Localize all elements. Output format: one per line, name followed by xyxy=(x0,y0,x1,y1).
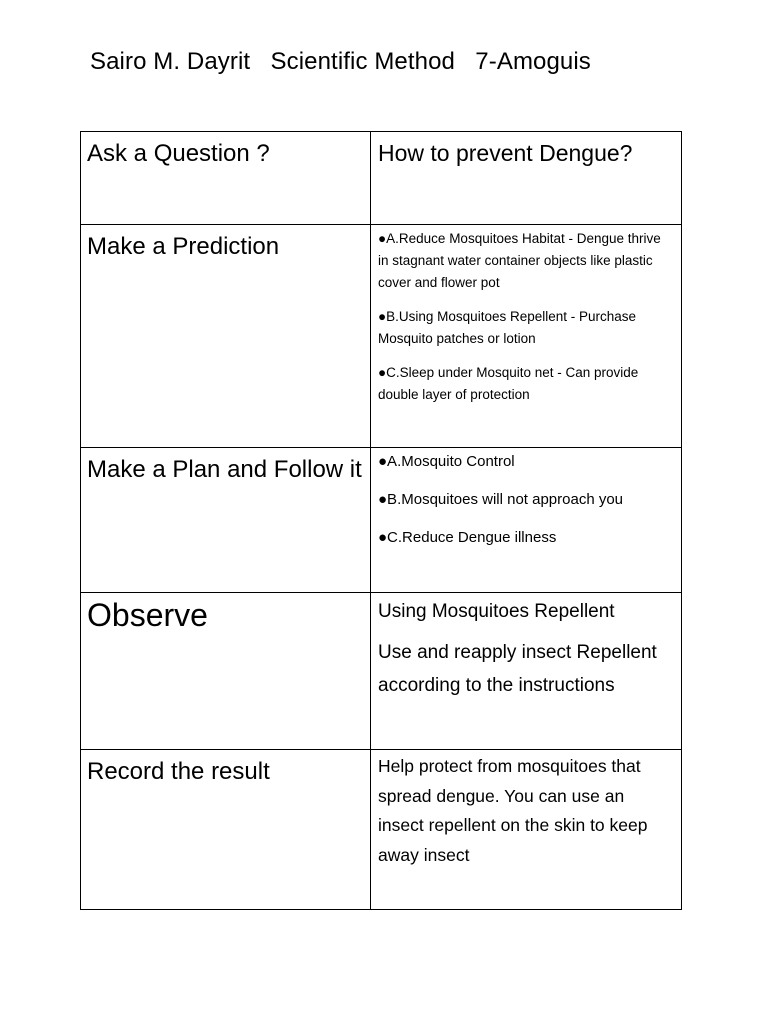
table-row xyxy=(81,448,682,593)
prediction-list xyxy=(371,225,681,406)
document-header xyxy=(90,48,591,76)
content-cell xyxy=(371,132,682,225)
list-item: ●B.Mosquitoes will not approach you xyxy=(378,491,624,508)
table-row xyxy=(81,750,682,910)
list-item: ●B.Using Mosquitoes Repellent - Purchase Mosquito patches or lotion xyxy=(378,309,637,346)
step-cell xyxy=(81,132,371,225)
step-label-record-result: Record the result xyxy=(87,758,270,785)
table-row xyxy=(81,225,682,448)
list-item: ●C.Sleep under Mosquito net - Can provide double layer of protection xyxy=(378,365,639,402)
step-label-make-plan: Make a Plan and Follow it xyxy=(87,456,362,483)
content-cell xyxy=(371,593,682,750)
step-cell xyxy=(81,448,371,593)
question-text: How to prevent Dengue? xyxy=(378,140,633,166)
plan-list xyxy=(371,448,681,549)
step-cell xyxy=(81,225,371,448)
list-item: ●C.Reduce Dengue illness xyxy=(378,529,557,546)
student-name: Sairo M. Dayrit xyxy=(90,48,251,75)
scientific-method-table xyxy=(80,131,682,910)
list-item: Using Mosquitoes Repellent xyxy=(378,601,615,622)
step-label-observe: Observe xyxy=(87,597,208,633)
step-label-make-prediction: Make a Prediction xyxy=(87,233,280,260)
content-cell xyxy=(371,448,682,593)
observe-text xyxy=(371,593,681,702)
content-cell xyxy=(371,225,682,448)
table-row xyxy=(81,132,682,225)
list-item: Use and reapply insect Repellent according to the instructions xyxy=(378,642,657,696)
step-cell xyxy=(81,750,371,910)
subject-title: Scientific Method xyxy=(270,48,455,75)
section-label: 7-Amoguis xyxy=(475,48,591,75)
step-label-ask-question: Ask a Question ? xyxy=(87,140,270,167)
content-cell xyxy=(371,750,682,910)
step-cell xyxy=(81,593,371,750)
list-item: ●A.Mosquito Control xyxy=(378,453,515,470)
list-item: ●A.Reduce Mosquitoes Habitat - Dengue thrive in stagnant water container objects like plastic cover and flower pot xyxy=(378,231,661,290)
result-text: Help protect from mosquitoes that spread dengue. You can use an insect repellent on the skin to keep away insect xyxy=(378,756,648,865)
table-row xyxy=(81,593,682,750)
